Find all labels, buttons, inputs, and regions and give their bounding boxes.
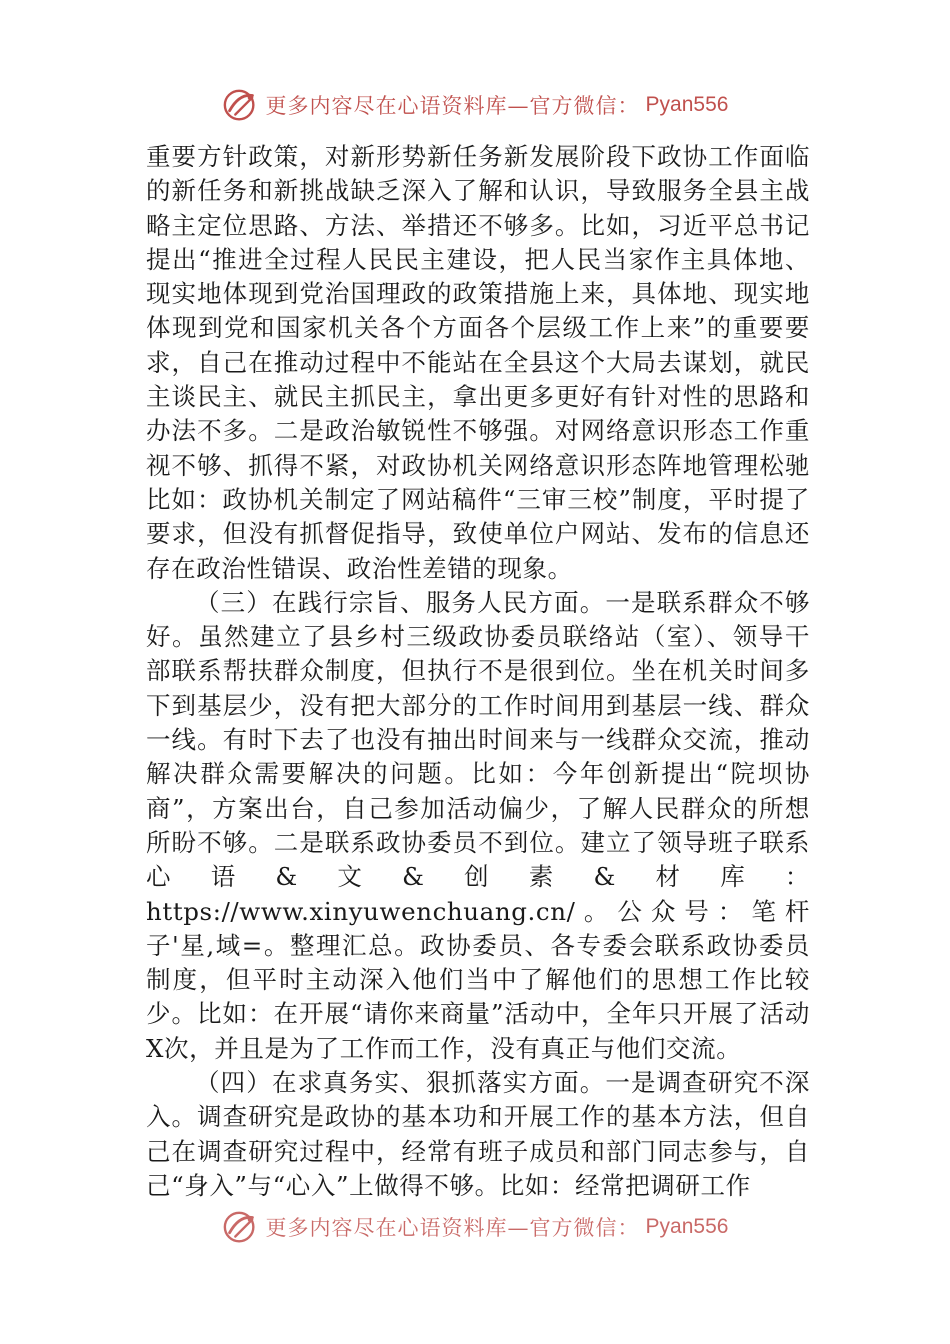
watermark-wechat-id: Pyan556 bbox=[645, 93, 729, 116]
seal-logo-icon bbox=[222, 1208, 260, 1246]
watermark-cn-text: 更多内容尽在心语资料库—官方微信： bbox=[265, 94, 640, 118]
watermark-footer bbox=[0, 1208, 950, 1246]
paragraph: （三）在践行宗旨、服务人民方面。一是联系群众不够好。虽然建立了县乡村三级政协委员联络站（室）、领导干部联系帮扶群众制度，但执行不是很到位。坐在机关时间多下到基层少，没有把大部分的工作时间用到基层一线、群众一线。有时下去了也没有抽出时间来与一线群众交流，推动解决群众需要解决的问题。比如：今年创新提出“院坝协商”，方案出台，自己参加活动偏少，了解人民群众的所想所盼不够。二是联系政协委员不到位。建立了领导班子联系心语&文&创素&材库：https://www.xinyuwenchuang.cn/。公众号：笔杆子'星,域=。整理汇总。政协委员、各专委会联系政协委员制度，但平时主动深入他们当中了解他们的思想工作比较少。比如：在开展“请你来商量”活动中，全年只开展了活动X次，并且是为了工作而工作，没有真正与他们交流。 bbox=[146, 587, 810, 1063]
page-bottom-margin bbox=[0, 1244, 950, 1344]
document-body bbox=[146, 140, 810, 1203]
seal-logo-icon bbox=[222, 86, 260, 124]
watermark-header bbox=[0, 86, 950, 124]
paragraph: （四）在求真务实、狠抓落实方面。一是调查研究不深入。调查研究是政协的基本功和开展工作的基本方法，但自己在调查研究过程中，经常有班子成员和部门同志参与，自己“身入”与“心入”上做得不够。比如：经常把调研工作 bbox=[146, 1068, 810, 1200]
watermark-cn-text: 更多内容尽在心语资料库—官方微信： bbox=[265, 1216, 640, 1240]
paragraph: 重要方针政策，对新形势新任务新发展阶段下政协工作面临的新任务和新挑战缺乏深入了解和认识，导致服务全县主战略主定位思路、方法、举措还不够多。比如，习近平总书记提出“推进全过程人民民主建设，把人民当家作主具体地、现实地体现到党治国理政的政策措施上来，具体地、现实地体现到党和国家机关各个方面各个层级工作上来”的重要要求，自己在推动过程中不能站在全县这个大局去谋划，就民主谈民主、就民主抓民主，拿出更多更好有针对性的思路和办法不多。二是政治敏锐性不够强。对网络意识形态工作重视不够、抓得不紧，对政协机关网络意识形态阵地管理松驰比如：政协机关制定了网站稿件“三审三校”制度，平时提了要求，但没有抓督促指导，致使单位户网站、发布的信息还存在政治性错误、政治性差错的现象。 bbox=[146, 142, 810, 583]
watermark-wechat-id: Pyan556 bbox=[645, 1215, 729, 1238]
